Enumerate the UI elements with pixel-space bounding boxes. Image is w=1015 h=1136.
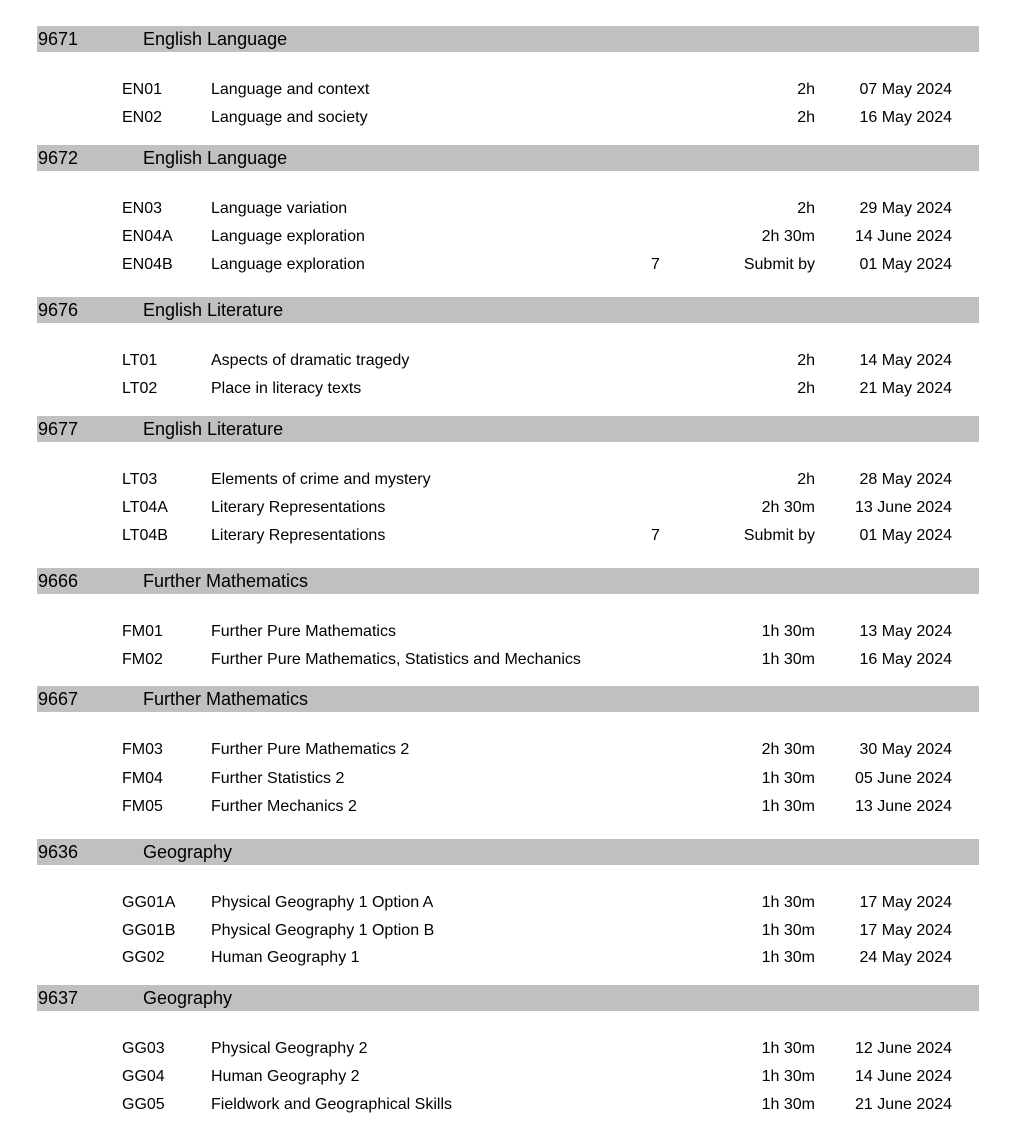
- component-date: 21 May 2024: [859, 380, 952, 397]
- component-date: 12 June 2024: [855, 1040, 952, 1057]
- component-code: FM03: [122, 741, 163, 758]
- table-row: [0, 921, 1015, 943]
- component-code: GG01B: [122, 922, 176, 939]
- component-date: 05 June 2024: [855, 770, 952, 787]
- table-row: [0, 797, 1015, 819]
- table-row: [0, 622, 1015, 644]
- section-code: 9677: [38, 419, 79, 439]
- component-name: Place in literacy texts: [211, 380, 362, 397]
- table-row: [0, 948, 1015, 970]
- component-name: Physical Geography 1 Option B: [211, 922, 435, 939]
- component-duration: 1h 30m: [761, 1040, 815, 1057]
- component-duration: 2h 30m: [761, 741, 815, 758]
- component-date: 21 June 2024: [855, 1096, 952, 1113]
- component-duration: 2h: [797, 200, 815, 217]
- component-code: LT04A: [122, 499, 168, 516]
- component-code: FM01: [122, 623, 163, 640]
- component-date: 17 May 2024: [859, 922, 952, 939]
- section-header: [37, 26, 979, 52]
- component-code: GG01A: [122, 894, 176, 911]
- section-code: 9672: [38, 148, 79, 168]
- component-duration: 1h 30m: [761, 651, 815, 668]
- section-code: 9666: [38, 571, 79, 591]
- section-title: English Language: [143, 148, 288, 168]
- table-row: [0, 80, 1015, 102]
- component-date: 16 May 2024: [859, 109, 952, 126]
- section-title: Further Mathematics: [143, 689, 309, 709]
- table-row: [0, 498, 1015, 520]
- component-date: 24 May 2024: [859, 949, 952, 966]
- component-duration: 1h 30m: [761, 922, 815, 939]
- section-title: Geography: [143, 842, 233, 862]
- component-name: Language variation: [211, 200, 348, 217]
- section-title: English Language: [143, 29, 288, 49]
- component-code: EN01: [122, 81, 163, 98]
- section-header: [37, 985, 979, 1011]
- section-code: 9667: [38, 689, 79, 709]
- component-name: Physical Geography 2: [211, 1040, 368, 1057]
- table-row: [0, 769, 1015, 791]
- table-row: [0, 379, 1015, 401]
- component-name: Literary Representations: [211, 499, 386, 516]
- component-name: Further Pure Mathematics, Statistics and Mechanics: [211, 651, 581, 668]
- component-code: LT01: [122, 352, 158, 369]
- section-title: Further Mathematics: [143, 571, 309, 591]
- component-date: 14 June 2024: [855, 1068, 952, 1085]
- table-row: [0, 351, 1015, 373]
- table-row: [0, 740, 1015, 762]
- section-header: [37, 416, 979, 442]
- component-name: Physical Geography 1 Option A: [211, 894, 434, 911]
- component-code: EN04B: [122, 256, 173, 273]
- component-name: Language and society: [211, 109, 368, 126]
- component-code: GG05: [122, 1096, 165, 1113]
- section-header: [37, 686, 979, 712]
- component-code: LT03: [122, 471, 158, 488]
- component-date: 07 May 2024: [859, 81, 952, 98]
- component-name: Human Geography 1: [211, 949, 360, 966]
- component-duration: 2h: [797, 81, 815, 98]
- component-duration: 2h 30m: [761, 499, 815, 516]
- component-code: FM02: [122, 651, 163, 668]
- component-name: Further Mechanics 2: [211, 798, 357, 815]
- component-name: Further Statistics 2: [211, 770, 345, 787]
- component-date: 13 June 2024: [855, 798, 952, 815]
- section-code: 9637: [38, 988, 79, 1008]
- component-duration: Submit by: [743, 527, 815, 544]
- component-duration: 1h 30m: [761, 770, 815, 787]
- component-date: 29 May 2024: [859, 200, 952, 217]
- component-duration: 1h 30m: [761, 798, 815, 815]
- table-row: [0, 526, 1015, 548]
- component-duration: 2h: [797, 109, 815, 126]
- table-row: [0, 108, 1015, 130]
- component-code: LT04B: [122, 527, 168, 544]
- component-code: GG03: [122, 1040, 165, 1057]
- component-duration: 2h 30m: [761, 228, 815, 245]
- component-name: Elements of crime and mystery: [211, 471, 431, 488]
- component-date: 01 May 2024: [859, 256, 952, 273]
- section-code: 9676: [38, 300, 79, 320]
- component-name: Language exploration: [211, 256, 365, 273]
- component-date: 13 June 2024: [855, 499, 952, 516]
- section-title: English Literature: [143, 419, 284, 439]
- component-duration: 1h 30m: [761, 894, 815, 911]
- component-name: Literary Representations: [211, 527, 386, 544]
- component-code: GG04: [122, 1068, 165, 1085]
- component-date: 14 May 2024: [859, 352, 952, 369]
- component-name: Further Pure Mathematics 2: [211, 741, 410, 758]
- component-code: LT02: [122, 380, 158, 397]
- section-header: [37, 297, 979, 323]
- component-duration: 2h: [797, 352, 815, 369]
- table-row: [0, 470, 1015, 492]
- section-header: [37, 839, 979, 865]
- component-date: 16 May 2024: [859, 651, 952, 668]
- component-duration: 1h 30m: [761, 623, 815, 640]
- component-date: 01 May 2024: [859, 527, 952, 544]
- table-row: [0, 1067, 1015, 1089]
- component-code: EN04A: [122, 228, 173, 245]
- component-name: Language exploration: [211, 228, 365, 245]
- component-code: EN03: [122, 200, 163, 217]
- table-row: [0, 227, 1015, 249]
- component-date: 30 May 2024: [859, 741, 952, 758]
- section-title: Geography: [143, 988, 233, 1008]
- table-row: [0, 1039, 1015, 1061]
- component-duration: 2h: [797, 380, 815, 397]
- section-header: [37, 568, 979, 594]
- component-duration: 2h: [797, 471, 815, 488]
- component-date: 17 May 2024: [859, 894, 952, 911]
- component-name: Language and context: [211, 81, 370, 98]
- table-row: [0, 1095, 1015, 1117]
- component-date: 13 May 2024: [859, 623, 952, 640]
- component-code: GG02: [122, 949, 165, 966]
- component-name: Human Geography 2: [211, 1068, 360, 1085]
- component-duration: 1h 30m: [761, 1096, 815, 1113]
- section-code: 9671: [38, 29, 79, 49]
- component-name: Aspects of dramatic tragedy: [211, 352, 410, 369]
- component-name: Further Pure Mathematics: [211, 623, 396, 640]
- component-code: FM05: [122, 798, 163, 815]
- component-code: EN02: [122, 109, 163, 126]
- component-code: FM04: [122, 770, 163, 787]
- section-code: 9636: [38, 842, 79, 862]
- component-duration: 1h 30m: [761, 1068, 815, 1085]
- component-duration: Submit by: [743, 256, 815, 273]
- table-row: [0, 199, 1015, 221]
- component-extra: 7: [651, 256, 660, 273]
- section-header: [37, 145, 979, 171]
- component-extra: 7: [651, 527, 660, 544]
- table-row: [0, 255, 1015, 277]
- component-duration: 1h 30m: [761, 949, 815, 966]
- table-row: [0, 650, 1015, 672]
- table-row: [0, 893, 1015, 915]
- component-date: 28 May 2024: [859, 471, 952, 488]
- component-name: Fieldwork and Geographical Skills: [211, 1096, 452, 1113]
- section-title: English Literature: [143, 300, 284, 320]
- component-date: 14 June 2024: [855, 228, 952, 245]
